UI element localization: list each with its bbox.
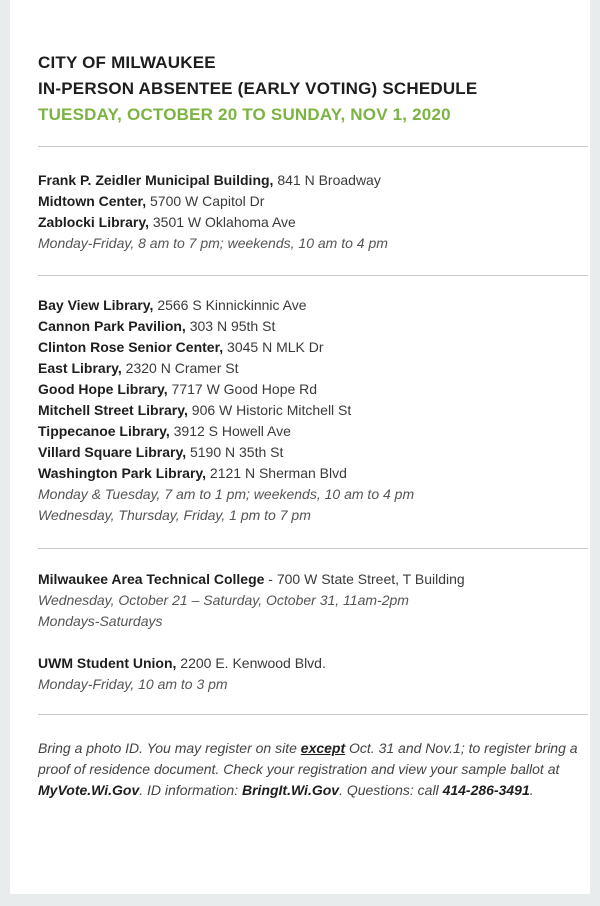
location-address: 5700 W Capitol Dr xyxy=(146,193,265,209)
location-address: 2320 N Cramer St xyxy=(121,360,239,376)
location-name: East Library, xyxy=(38,360,122,376)
city-title: CITY OF MILWAUKEE xyxy=(38,53,216,72)
location-line xyxy=(38,295,590,316)
location-address: 3045 N MLK Dr xyxy=(223,339,324,355)
date-range: TUESDAY, OCTOBER 20 TO SUNDAY, NOV 1, 2020 xyxy=(38,105,451,124)
location-line xyxy=(38,421,590,442)
location-address: 906 W Historic Mitchell St xyxy=(187,402,352,418)
location-address: 2200 E. Kenwood Blvd. xyxy=(176,655,326,671)
location-line xyxy=(38,316,590,337)
location-line xyxy=(38,379,590,400)
location-line xyxy=(38,337,590,358)
hours-text: Monday & Tuesday, 7 am to 1 pm; weekends, 10 am to 4 pm xyxy=(38,486,415,502)
location-group-3 xyxy=(38,569,590,632)
location-address: 7717 W Good Hope Rd xyxy=(167,381,318,397)
location-name: Clinton Rose Senior Center, xyxy=(38,339,224,355)
location-name: Zablocki Library, xyxy=(38,214,149,230)
divider xyxy=(38,275,588,276)
location-name: Milwaukee Area Technical College xyxy=(38,571,265,587)
hours-text: Wednesday, Thursday, Friday, 1 pm to 7 pm xyxy=(38,507,311,523)
location-line xyxy=(38,569,590,590)
location-name: Tippecanoe Library, xyxy=(38,423,170,439)
note-text: Bring a photo ID. You may register on site xyxy=(38,740,301,756)
location-group-1 xyxy=(38,170,590,254)
except-emphasis: except xyxy=(300,740,346,756)
note-text: . ID information: xyxy=(139,782,242,798)
divider xyxy=(38,146,588,147)
hours-text: Monday-Friday, 10 am to 3 pm xyxy=(38,676,228,692)
location-name: Frank P. Zeidler Municipal Building, xyxy=(38,172,274,188)
location-name: Cannon Park Pavilion, xyxy=(38,318,186,334)
hours-text: Mondays-Saturdays xyxy=(38,613,163,629)
hours-text: Monday-Friday, 8 am to 7 pm; weekends, 10 am to 4 pm xyxy=(38,235,388,251)
location-line xyxy=(38,212,590,233)
location-line xyxy=(38,463,590,484)
hours-text: Wednesday, October 21 – Saturday, October 31, 11am-2pm xyxy=(38,592,409,608)
location-name: UWM Student Union, xyxy=(38,655,177,671)
bringit-link[interactable]: BringIt.Wi.Gov xyxy=(241,782,340,798)
location-address: 5190 N 35th St xyxy=(186,444,284,460)
location-address: 2566 S Kinnickinnic Ave xyxy=(153,297,307,313)
location-line xyxy=(38,191,590,212)
phone-number: 414-286-3491 xyxy=(442,782,530,798)
divider xyxy=(38,548,588,549)
location-address: 303 N 95th St xyxy=(185,318,276,334)
schedule-title: IN-PERSON ABSENTEE (EARLY VOTING) SCHEDULE xyxy=(38,79,478,98)
location-address: - 700 W State Street, T Building xyxy=(264,571,465,587)
location-line xyxy=(38,358,590,379)
location-name: Midtown Center, xyxy=(38,193,147,209)
location-address: 841 N Broadway xyxy=(273,172,381,188)
location-name: Bay View Library, xyxy=(38,297,154,313)
location-name: Mitchell Street Library, xyxy=(38,402,188,418)
note-text: Oct. 31 and Nov.1; to register bring a proof of residence document. Check your registration and view your sample ballot at xyxy=(38,740,578,777)
location-address: 2121 N Sherman Blvd xyxy=(206,465,347,481)
location-address: 3912 S Howell Ave xyxy=(169,423,291,439)
location-group-4 xyxy=(38,653,590,695)
location-name: Washington Park Library, xyxy=(38,465,207,481)
info-note xyxy=(38,738,590,801)
location-group-2 xyxy=(38,295,590,526)
location-line xyxy=(38,400,590,421)
note-text: . xyxy=(529,782,534,798)
location-line xyxy=(38,170,590,191)
note-text: . Questions: call xyxy=(339,782,443,798)
myvote-link[interactable]: MyVote.Wi.Gov xyxy=(38,782,140,798)
location-name: Villard Square Library, xyxy=(38,444,187,460)
location-name: Good Hope Library, xyxy=(38,381,168,397)
flyer-card xyxy=(10,0,590,894)
divider xyxy=(38,714,588,715)
location-address: 3501 W Oklahoma Ave xyxy=(149,214,296,230)
location-line xyxy=(38,442,590,463)
header xyxy=(38,50,477,128)
location-line xyxy=(38,653,590,674)
